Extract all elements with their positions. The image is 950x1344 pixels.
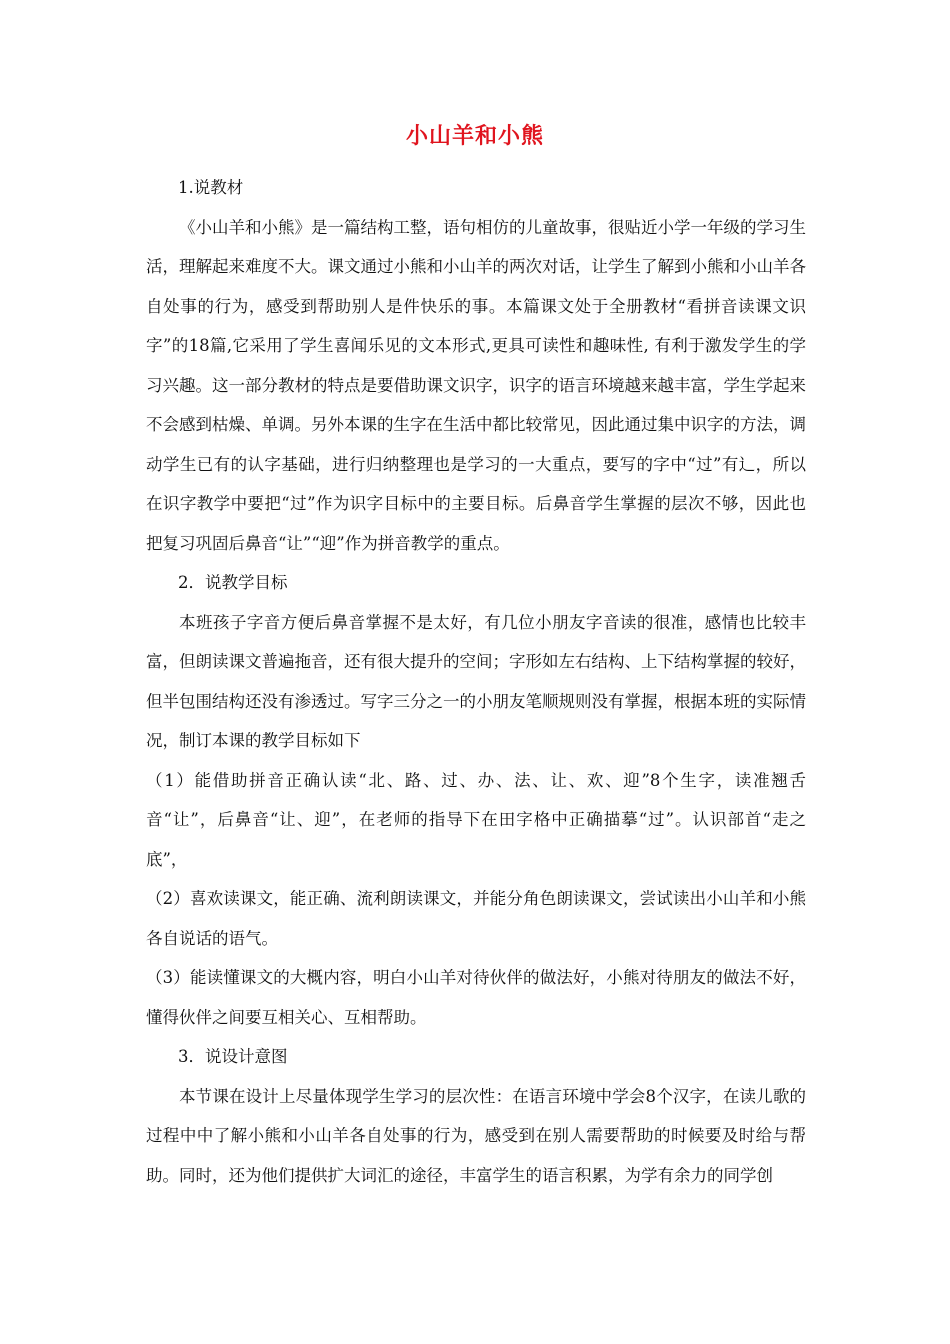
section-heading-design: 3．说设计意图 [178,1047,288,1066]
section-heading-goals: 2．说教学目标 [178,573,288,592]
goal-item-3: （3）能读懂课文的大概内容，明白小山羊对待伙伴的做法好，小熊对待朋友的做法不好，懂得伙伴之间要互相关心、互相帮助。 [146,968,806,1027]
paragraph-goals: 本班孩子字音方便后鼻音掌握不是太好，有几位小朋友字音读的很准，感情也比较丰富，但朗读课文普遍拖音，还有很大提升的空间；字形如左右结构、上下结构掌握的较好，但半包围结构还没有渗透过。写字三分之一的小朋友笔顺规则没有掌握，根据本班的实际情况，制订本课的教学目标如下 [146,612,806,750]
goal-item-1: （1）能借助拼音正确认读“北、路、过、办、法、让、欢、迎”8个生字，读准翘舌音“让”，后鼻音“让、迎”，在老师的指导下在田字格中正确描摹“过”。认识部首“走之底”， [146,770,806,869]
goal-item-2: （2）喜欢读课文，能正确、流利朗读课文，并能分角色朗读课文，尝试读出小山羊和小熊各自说话的语气。 [146,889,806,948]
paragraph-textbook: 《小山羊和小熊》是一篇结构工整，语句相仿的儿童故事，很贴近小学一年级的学习生活，理解起来难度不大。课文通过小熊和小山羊的两次对话，让学生了解到小熊和小山羊各自处事的行为，感受到帮助别人是件快乐的事。本篇课文处于全册教材“看拼音读课文识字”的18篇,它采用了学生喜闻乐见的文本形式,更具可读性和趣味性, 有利于激发学生的学习兴趣。这一部分教材的特点是要借助课文识字，识字的语言环境越来越丰富，学生学起来不会感到枯燥、单调。另外本课的生字在生活中都比较常见，因此通过集中识字的方法，调动学生已有的认字基础，进行归纳整理也是学习的一大重点，要写的字中“过”有辶，所以在识字教学中要把“过”作为识字目标中的主要目标。后鼻音学生掌握的层次不够，因此也把复习巩固后鼻音“让”“迎”作为拼音教学的重点。 [146,217,806,553]
paragraph-design: 本节课在设计上尽量体现学生学习的层次性：在语言环境中学会8个汉字，在读儿歌的过程中中了解小熊和小山羊各自处事的行为，感受到在别人需要帮助的时候要及时给与帮助。同时，还为他们提供扩大词汇的途径，丰富学生的语言积累，为学有余力的同学创 [146,1086,806,1185]
document-title: 小山羊和小熊 [405,123,544,149]
document-body [146,168,806,1195]
section-heading-textbook: 1.说教材 [178,178,244,197]
